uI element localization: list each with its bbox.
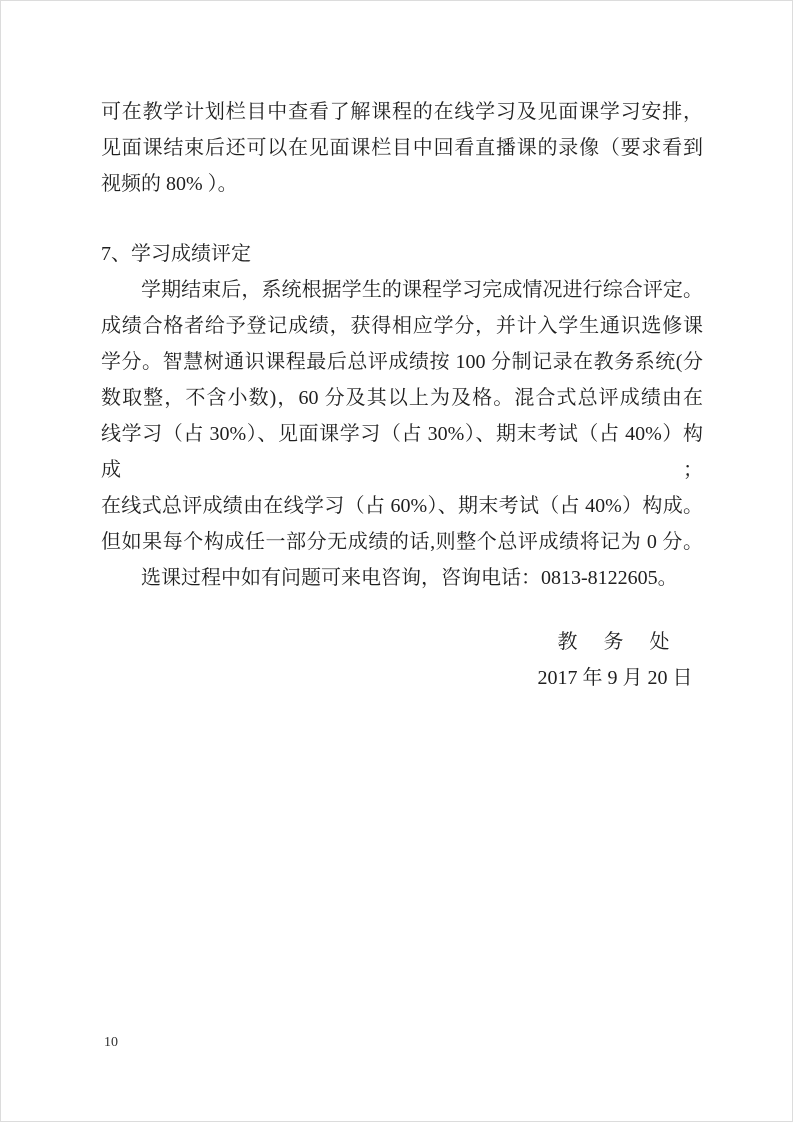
text-line: 但如果每个构成任一部分无成绩的话,则整个总评成绩将记为 0 分。 <box>101 531 703 553</box>
signature-date: 2017 年 9 月 20 日 <box>537 667 693 689</box>
signature-block <box>490 624 740 696</box>
text-line: 数取整，不含小数)，60 分及其以上为及格。混合式总评成绩由在 <box>101 387 703 409</box>
text-line: 学期结束后，系统根据学生的课程学习完成情况进行综合评定。 <box>141 279 703 301</box>
signature-department: 教 务 处 <box>557 631 673 653</box>
text-line: 见面课结束后还可以在见面课栏目中回看直播课的录像（要求看到 <box>101 137 703 159</box>
text-line: 可在教学计划栏目中查看了解课程的在线学习及见面课学习安排， <box>101 101 703 123</box>
document-content <box>101 94 703 696</box>
text-line: 视频的 80% ）。 <box>101 173 238 195</box>
text-line: 成绩合格者给予登记成绩，获得相应学分，并计入学生通识选修课 <box>101 315 703 337</box>
text-line: 学分。智慧树通识课程最后总评成绩按 100 分制记录在教务系统(分 <box>101 351 703 373</box>
paragraph-grade-evaluation <box>101 272 703 560</box>
section-heading: 7、学习成绩评定 <box>101 243 251 265</box>
text-line: 在线式总评成绩由在线学习（占 60%）、期末考试（占 40%）构成。 <box>101 495 703 517</box>
paragraph-contact <box>101 560 703 596</box>
paragraph-online-learning <box>101 94 703 202</box>
page-number: 10 <box>104 1035 118 1050</box>
text-line: 线学习（占 30%）、见面课学习（占 30%）、期末考试（占 40%）构成； <box>101 423 703 481</box>
contact-line: 选课过程中如有问题可来电咨询，咨询电话：0813-8122605。 <box>141 567 678 589</box>
